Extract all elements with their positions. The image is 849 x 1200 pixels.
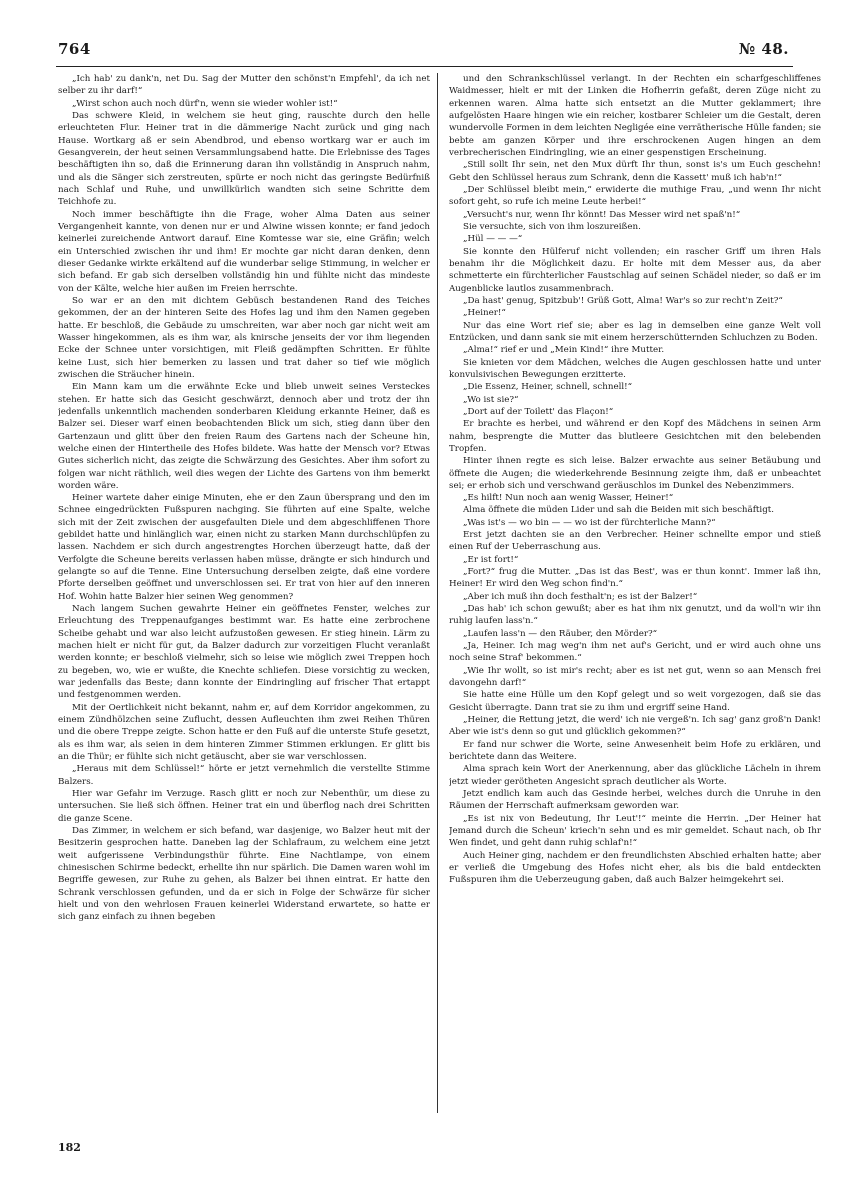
issue-number: № 48.	[738, 40, 789, 58]
paragraph: „Heiner!“	[463, 308, 506, 319]
paragraph: „Dort auf der Toilett' das Flaçon!“	[463, 406, 614, 417]
paragraph: Jetzt endlich kam auch das Gesinde herbei, welches durch die Unruhe in den Räumen der Herrschaft aufmerksam geworden war.	[449, 789, 821, 812]
paragraph: Das schwere Kleid, in welchem sie heut ging, rauschte durch den helle erleuchteten Flur. Heiner trat in die dämmerige Nacht zurück und ging nach Hause. Wortkarg aß er sein Abendbrod, und ebenso wortkarg war er auch im Gesangverein, der heut seinen Versammlungsabend hatte. Die Erlebnisse des Tages beschäftigten ihn so, daß die Erinnerung daran ihn vollständig in Anspruch nahm, und als die Sänger sich zerstreuten, spürte er noch nicht das geringste Bedürfniß nach Schlaf und Ruhe, und unwillkürlich wandten sich seine Schritte dem Teichhofe zu.	[58, 110, 430, 208]
signature-mark: 182	[58, 1141, 81, 1154]
paragraph: „Er ist fort!“	[463, 554, 519, 565]
paragraph: Alma öffnete die müden Lider und sah die Beiden mit sich beschäftigt.	[463, 505, 775, 516]
paragraph: „Aber ich muß ihn doch festhalt'n; es ist der Balzer!“	[463, 591, 698, 602]
paragraph: und den Schrankschlüssel verlangt. In der Rechten ein scharfgeschliffenes Waidmesser, hielt er mit der Linken die Hofherrin gefaßt, deren Züge nicht zu erkennen waren. Alma hatte sich entsetzt an die Mutter geklammert; ihre aufgelösten Haare hingen wie ein reicher, kostbarer Schleier um die Gestalt, deren wundervolle Formen in dem leichten Negligée eine verrätherische Hülle fanden; sie bebte am ganzen Körper und ihre erschrockenen Augen hingen an dem verbrecherischen Eindringling, wie an einer gespenstigen Erscheinung.	[449, 74, 821, 158]
paragraph: „Heiner, die Rettung jetzt, die werd' ich nie vergeß'n. Ich sag' ganz groß'n Dank! Aber wie ist's denn so gut und glücklich gekommen?“	[449, 715, 821, 738]
paragraph: „Ich hab' zu dank'n, net Du. Sag der Mutter den schönst'n Empfehl', da ich net selber zu ihr darf!“	[58, 74, 430, 97]
paragraph: Sie knieten vor dem Mädchen, welches die Augen geschlossen hatte und unter konvulsivischen Bewegungen erzitterte.	[449, 357, 821, 380]
paragraph: „Die Essenz, Heiner, schnell, schnell!“	[463, 382, 633, 393]
paragraph: Hier war Gefahr im Verzuge. Rasch glitt er noch zur Nebenthür, um diese zu untersuchen. Sie ließ sich öffnen. Heiner trat ein und überflog nach drei Schritten die ganze Scene.	[58, 789, 430, 824]
page-number: 764	[58, 40, 91, 58]
paragraph: „Es hilft! Nun noch aan wenig Wasser, Heiner!“	[463, 493, 674, 504]
paragraph: „Was ist's — wo bin — — wo ist der fürchterliche Mann?“	[463, 517, 716, 528]
paragraph: Er brachte es herbei, und während er den Kopf des Mädchens in seinen Arm nahm, besprengte die Mutter das blutleere Gesichtchen mit den belebenden Tropfen.	[449, 419, 821, 454]
paragraph: „Fort?“ frug die Mutter. „Das ist das Best', was er thun konnt'. Immer laß ihn, Heiner! Er wird den Weg schon find'n.“	[449, 567, 821, 590]
paragraph: Auch Heiner ging, nachdem er den freundlichsten Abschied erhalten hatte; aber er verließ die Umgebung des Hofes nicht eher, als bis die bald entdeckten Fußspuren ihm die Ueberzeugung gaben, daß auch Balzer heimgekehrt sei.	[449, 850, 821, 886]
paragraph: „Alma!“ rief er und „Mein Kind!“ ihre Mutter.	[463, 345, 665, 356]
paragraph: Ein Mann kam um die erwähnte Ecke und blieb unweit seines Versteckes stehen. Er hatte sich das Gesicht geschwärzt, dennoch aber und trotz der ihn jedenfalls unkenntlich machenden sonderbaren Kleidung erkannte Heiner, daß es Balzer sei. Dieser warf einen beobachtenden Blick um sich, stieg dann über den Gartenzaun und glitt über den freien Raum des Gartens nach der Scheune hin, welche einen der Hintertheile des Hofes bildete. Was hatte der Mensch vor? Etwas Gutes sicherlich nicht, das zeigte die Schwärzung des Gesichtes. Aber ihm sofort zu folgen war nicht räthlich, weil dies wegen der Lichte des Gartens von ihm bemerkt worden wäre.	[58, 382, 430, 491]
right-column	[449, 73, 821, 1113]
paragraph: Sie konnte den Hülferuf nicht vollenden; ein rascher Griff um ihren Hals benahm ihr die Möglichkeit dazu. Er holte mit dem Messer aus, da aber schmetterte ein fürchterlicher Faustschlag auf seinen Schädel nieder, so daß er im Augenblicke lautlos zusammenbrach.	[449, 246, 821, 294]
paragraph: „Es ist nix von Bedeutung, Ihr Leut'!“ meinte die Herrin. „Der Heiner hat Jemand durch die Scheun' kriech'n sehn und es mir gemeldet. Schaut nach, ob Ihr Wen findet, und geht dann ruhig schlaf'n!“	[449, 813, 821, 849]
paragraph: So war er an den mit dichtem Gebüsch bestandenen Rand des Teiches gekommen, der an der hinteren Seite des Hofes lag und ihm den Namen gegeben hatte. Er beschloß, die Gebäude zu umschreiten, war aber noch gar nicht weit am Wasser hingekommen, als es ihm war, als knirsche jenseits der vor ihm liegenden Ecke der Schnee unter vorsichtigen, mit Fleiß gedämpften Schritten. Er fühlte keine Lust, sich hier bemerken zu lassen und trat daher so tief wie möglich zwischen die Sträucher hinein.	[58, 295, 430, 380]
paragraph: Das Zimmer, in welchem er sich befand, war dasjenige, wo Balzer heut mit der Besitzerin gesprochen hatte. Daneben lag der Schlafraum, zu welchem eine jetzt weit aufgerissene Verbindungsthür führte. Eine Nachtlampe, von einem chinesischen Schirme bedeckt, erhellte ihn nur spärlich. Die Damen waren wohl im Begriffe gewesen, zur Ruhe zu gehen, als Balzer bei ihnen eintrat. Er hatte den Schrank verschlossen gefunden, und da er sich in Folge der Schwärze für sicher hielt und von den wehrlosen Frauen keinerlei Widerstand erwartete, so hatte er sich ganz einfach zu ihnen begeben	[58, 826, 430, 923]
paragraph: Hinter ihnen regte es sich leise. Balzer erwachte aus seiner Betäubung und öffnete die Augen; die wiederkehrende Besinnung zeigte ihm, daß er unbeachtet sei; er erhob sich und verschwand geräuschlos im Dunkel des Nebenzimmers.	[449, 456, 821, 491]
paragraph: „Heraus mit dem Schlüssel!“ hörte er jetzt vernehmlich die verstellte Stimme Balzers.	[58, 764, 430, 787]
paragraph: „Laufen lass'n — den Räuber, den Mörder?“	[463, 628, 658, 639]
paragraph: Alma sprach kein Wort der Anerkennung, aber das glückliche Lächeln in ihrem jetzt wieder gerötheten Angesicht sprach deutlicher als Worte.	[449, 764, 821, 787]
paragraph: „Still sollt Ihr sein, net den Mux dürft Ihr thun, sonst is's um Euch geschehn! Gebt den Schlüssel heraus zum Schrank, denn die Kassett' muß ich hab'n!“	[449, 160, 821, 183]
paragraph: „Wie Ihr wollt, so ist mir's recht; aber es ist net gut, wenn so aan Mensch frei davongehn darf!“	[449, 665, 821, 689]
paragraph: „Der Schlüssel bleibt mein,“ erwiderte die muthige Frau, „und wenn Ihr nicht sofort geht, so rufe ich meine Leute herbei!“	[449, 184, 821, 208]
paragraph: „Hül — — —“	[463, 234, 523, 245]
header-rule	[56, 66, 793, 67]
paragraph: Nur das eine Wort rief sie; aber es lag in demselben eine ganze Welt voll Entzücken, und dann sank sie mit einem herzerschütternden Schluchzen zu Boden.	[449, 320, 821, 343]
paragraph: Nach langem Suchen gewahrte Heiner ein geöffnetes Fenster, welches zur Erleuchtung des Treppenaufganges bestimmt war. Es hatte eine zerbrochene Scheibe gehabt und war also leicht aufzustoßen gewesen. Er stieg hinein. Lärm zu machen hielt er nicht für gut, da Balzer dadurch zur vorzeitigen Flucht veranlaßt werden konnte; er beschloß vielmehr, sich so leise wie möglich zwei Treppen hoch zu begeben, wo, wie er wußte, die Knechte schliefen. Diese vorsichtig zu wecken, war jedenfalls das Beste; dann konnte der Eindringling auf frischer That ertappt und festgenommen werden.	[58, 604, 430, 701]
paragraph: Er fand nur schwer die Worte, seine Anwesenheit beim Hofe zu erklären, und berichtete dann das Weitere.	[449, 739, 821, 763]
paragraph: „Das hab' ich schon gewußt; aber es hat ihm nix genutzt, und da woll'n wir ihn ruhig laufen lass'n.“	[449, 604, 821, 627]
paragraph: Sie hatte eine Hülle um den Kopf gelegt und so weit vorgezogen, daß sie das Gesicht überragte. Dann trat sie zu ihm und ergriff seine Hand.	[449, 690, 821, 713]
paragraph: „Wirst schon auch noch dürf'n, wenn sie wieder wohler ist!“	[72, 98, 338, 109]
left-column	[58, 73, 430, 1113]
paragraph: Erst jetzt dachten sie an den Verbrecher. Heiner schnellte empor und stieß einen Ruf der Ueberraschung aus.	[449, 530, 821, 553]
paragraph: „Versucht's nur, wenn Ihr könnt! Das Messer wird net spaß'n!“	[463, 209, 741, 220]
paragraph: Heiner wartete daher einige Minuten, ehe er den Zaun übersprang und den im Schnee eingedrückten Fußspuren nachging. Sie führten auf eine Spalte, welche sich mit der Zeit zwischen der ausgefaulten Diele und dem abgeschliffenen Thore gebildet hatte und hinlänglich war, einen nicht zu starken Mann durchschlüpfen zu lassen. Nachdem er sich durch angestrengtes Horchen überzeugt hatte, daß der Verfolgte die Scheune bereits verlassen haben müsse, drängte er sich hindurch und gelangte so auf die Tenne. Eine Untersuchung derselben zeigte, daß eine vordere Pforte derselben geöffnet und unverschlossen sei. Er trat von hier auf den inneren Hof. Wohin hatte Balzer hier seinen Weg genommen?	[58, 493, 430, 602]
paragraph: Noch immer beschäftigte ihn die Frage, woher Alma Daten aus seiner Vergangenheit kannte, von denen nur er und Alwine wissen konnte; er fand jedoch keinerlei zureichende Antwort darauf. Eine Komtesse war sie, eine Gräfin; welch ein Unterschied zwischen ihr und ihm! Er mochte gar nicht daran denken, denn dieser Gedanke wirkte erkältend auf die wunderbar selige Stimmung, in welcher er sich befand. Er gab sich derselben vollständig hin und fühlte nicht das mindeste von der Kälte, welche hier außen im Freien herrschte.	[58, 209, 430, 294]
paragraph: „Da hast' genug, Spitzbub'! Grüß Gott, Alma! War's so zur recht'n Zeit?“	[463, 295, 783, 306]
paragraph: Sie versuchte, sich von ihm loszureißen.	[463, 221, 641, 232]
column-rule	[437, 73, 438, 1113]
paragraph: Mit der Oertlichkeit nicht bekannt, nahm er, auf dem Korridor angekommen, zu einem Zündhölzchen seine Zuflucht, dessen Aufleuchten ihm zwei Reihen Thüren und die obere Treppe zeigte. Schon hatte er den Fuß auf die unterste Stufe gesetzt, als es ihm war, als seien in dem hinteren Zimmer Stimmen erklungen. Er glitt bis an die Thür; er fühlte sich nicht getäuscht, aber sie war verschlossen.	[58, 702, 430, 763]
paragraph: „Wo ist sie?“	[463, 394, 519, 405]
paragraph: „Ja, Heiner. Ich mag weg'n ihm net auf's Gericht, und er wird auch ohne uns noch seine Straf' bekommen.“	[449, 641, 821, 664]
